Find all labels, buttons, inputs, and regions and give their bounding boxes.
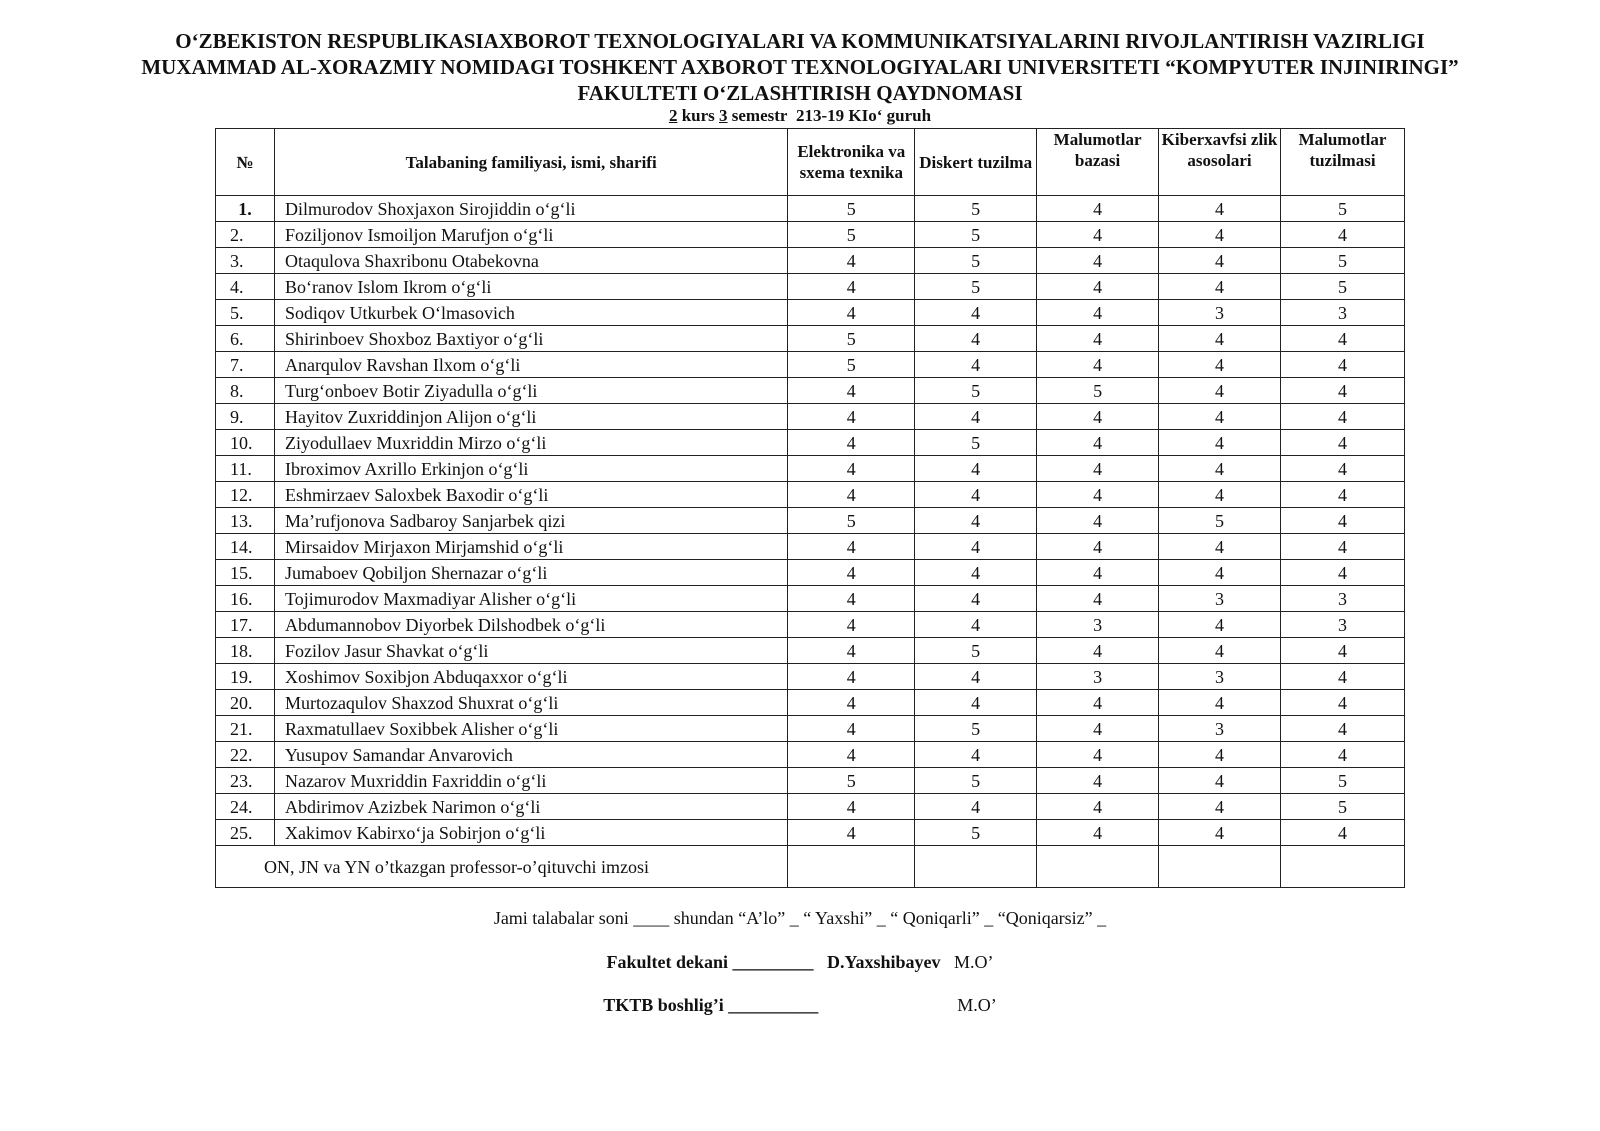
subject-header-electronics: Elektronika va sxema texnika bbox=[788, 129, 915, 196]
table-row bbox=[216, 248, 1405, 274]
signature-cell bbox=[915, 846, 1037, 888]
student-name: Eshmirzaev Saloxbek Baxodir o‘g‘li bbox=[274, 482, 787, 508]
sheet-title: FAKULTETI O‘ZLASHTIRISH QAYDNOMASI bbox=[577, 81, 1023, 105]
grade-cell: 4 bbox=[1159, 352, 1281, 378]
grade-cell: 4 bbox=[1159, 274, 1281, 300]
grade-cell: 4 bbox=[788, 456, 915, 482]
subject-header-cybersecurity: Kiberxavfsi zlik asosolari bbox=[1159, 129, 1281, 196]
grade-cell: 4 bbox=[1037, 742, 1159, 768]
grade-cell: 4 bbox=[915, 456, 1037, 482]
grade-cell: 5 bbox=[915, 430, 1037, 456]
course-label: kurs bbox=[681, 106, 715, 125]
student-name: Tojimurodov Maxmadiyar Alisher o‘g‘li bbox=[274, 586, 787, 612]
signature-label: ON, JN va YN o’tkazgan professor-o’qituvchi imzosi bbox=[216, 846, 788, 888]
table-row bbox=[216, 742, 1405, 768]
table-row bbox=[216, 326, 1405, 352]
grade-cell: 4 bbox=[915, 404, 1037, 430]
grade-cell: 5 bbox=[915, 222, 1037, 248]
grade-cell: 4 bbox=[1159, 456, 1281, 482]
student-name: Ziyodullaev Muxriddin Mirzo o‘g‘li bbox=[274, 430, 787, 456]
grade-cell: 4 bbox=[1281, 352, 1405, 378]
grade-cell: 4 bbox=[1281, 820, 1405, 846]
student-name: Xakimov Kabirxo‘ja Sobirjon o‘g‘li bbox=[274, 820, 787, 846]
grade-cell: 4 bbox=[1281, 378, 1405, 404]
grade-cell: 5 bbox=[915, 638, 1037, 664]
row-number: 8. bbox=[216, 378, 275, 404]
grade-cell: 4 bbox=[788, 274, 915, 300]
document-header bbox=[0, 28, 1600, 126]
table-row bbox=[216, 690, 1405, 716]
student-name: Raxmatullaev Soxibbek Alisher o‘g‘li bbox=[274, 716, 787, 742]
grade-cell: 4 bbox=[915, 664, 1037, 690]
grade-cell: 5 bbox=[915, 196, 1037, 222]
grade-cell: 4 bbox=[1037, 638, 1159, 664]
grade-cell: 5 bbox=[788, 326, 915, 352]
grade-cell: 4 bbox=[788, 690, 915, 716]
signature-cell bbox=[788, 846, 915, 888]
semester-label: semestr bbox=[731, 106, 788, 125]
row-number: 15. bbox=[216, 560, 275, 586]
grade-cell: 4 bbox=[1159, 196, 1281, 222]
table-row bbox=[216, 274, 1405, 300]
student-name: Otaqulova Shaxribonu Otabekovna bbox=[274, 248, 787, 274]
student-name: Hayitov Zuxriddinjon Alijon o‘g‘li bbox=[274, 404, 787, 430]
student-name: Mirsaidov Mirjaxon Mirjamshid o‘g‘li bbox=[274, 534, 787, 560]
grade-cell: 5 bbox=[915, 820, 1037, 846]
grade-cell: 4 bbox=[1281, 664, 1405, 690]
grade-cell: 4 bbox=[915, 326, 1037, 352]
table-row bbox=[216, 482, 1405, 508]
grade-cell: 4 bbox=[1037, 586, 1159, 612]
grade-cell: 5 bbox=[788, 352, 915, 378]
grade-cell: 4 bbox=[1037, 482, 1159, 508]
grade-cell: 4 bbox=[1037, 352, 1159, 378]
grades-table bbox=[215, 128, 1405, 888]
col-number-header: № bbox=[216, 129, 275, 196]
grade-cell: 4 bbox=[1281, 716, 1405, 742]
student-name: Turg‘onboev Botir Ziyadulla o‘g‘li bbox=[274, 378, 787, 404]
grade-cell: 3 bbox=[1281, 300, 1405, 326]
table-row bbox=[216, 378, 1405, 404]
grade-cell: 4 bbox=[1159, 638, 1281, 664]
grade-cell: 4 bbox=[1037, 404, 1159, 430]
grade-cell: 4 bbox=[1037, 716, 1159, 742]
student-name: Ibroximov Axrillo Erkinjon o‘g‘li bbox=[274, 456, 787, 482]
student-name: Jumaboev Qobiljon Shernazar o‘g‘li bbox=[274, 560, 787, 586]
grade-cell: 4 bbox=[788, 404, 915, 430]
row-number: 19. bbox=[216, 664, 275, 690]
grade-cell: 4 bbox=[788, 742, 915, 768]
grade-cell: 4 bbox=[1037, 794, 1159, 820]
grade-cell: 5 bbox=[788, 222, 915, 248]
grade-cell: 4 bbox=[1159, 248, 1281, 274]
grade-cell: 4 bbox=[1037, 456, 1159, 482]
student-name: Dilmurodov Shoxjaxon Sirojiddin o‘g‘li bbox=[274, 196, 787, 222]
dean-label: Fakultet dekani _________ bbox=[606, 952, 814, 972]
student-name: Ma’rufjonova Sadbaroy Sanjarbek qizi bbox=[274, 508, 787, 534]
grade-cell: 4 bbox=[788, 482, 915, 508]
grade-cell: 4 bbox=[915, 560, 1037, 586]
grade-cell: 4 bbox=[1159, 768, 1281, 794]
row-number: 3. bbox=[216, 248, 275, 274]
grade-cell: 3 bbox=[1037, 664, 1159, 690]
grade-cell: 4 bbox=[1037, 196, 1159, 222]
row-number: 2. bbox=[216, 222, 275, 248]
grade-cell: 3 bbox=[1159, 300, 1281, 326]
student-name: Abdumannobov Diyorbek Dilshodbek o‘g‘li bbox=[274, 612, 787, 638]
grade-cell: 3 bbox=[1159, 586, 1281, 612]
grade-cell: 5 bbox=[788, 196, 915, 222]
grade-cell: 4 bbox=[1037, 690, 1159, 716]
grade-cell: 4 bbox=[915, 482, 1037, 508]
grades-table-body bbox=[216, 196, 1405, 888]
grade-cell: 4 bbox=[915, 508, 1037, 534]
grade-cell: 4 bbox=[1281, 456, 1405, 482]
grade-cell: 4 bbox=[788, 820, 915, 846]
row-number: 5. bbox=[216, 300, 275, 326]
table-row bbox=[216, 612, 1405, 638]
grade-cell: 4 bbox=[1281, 482, 1405, 508]
grade-cell: 4 bbox=[788, 586, 915, 612]
grade-cell: 4 bbox=[915, 534, 1037, 560]
table-row bbox=[216, 794, 1405, 820]
grade-cell: 4 bbox=[915, 690, 1037, 716]
grade-cell: 4 bbox=[1159, 742, 1281, 768]
grade-cell: 5 bbox=[1281, 768, 1405, 794]
tktb-line bbox=[0, 995, 1600, 1016]
row-number: 21. bbox=[216, 716, 275, 742]
grade-cell: 4 bbox=[1281, 326, 1405, 352]
grade-cell: 4 bbox=[1159, 534, 1281, 560]
signature-cell bbox=[1281, 846, 1405, 888]
grade-cell: 4 bbox=[1037, 430, 1159, 456]
grade-cell: 4 bbox=[1281, 430, 1405, 456]
table-row bbox=[216, 352, 1405, 378]
grade-cell: 4 bbox=[788, 638, 915, 664]
row-number: 13. bbox=[216, 508, 275, 534]
grade-cell: 5 bbox=[915, 274, 1037, 300]
tktb-stamp-mark: M.O’ bbox=[957, 995, 997, 1015]
table-row bbox=[216, 638, 1405, 664]
grade-cell: 4 bbox=[1159, 560, 1281, 586]
row-number: 14. bbox=[216, 534, 275, 560]
subject-header-data-structures: Malumotlar tuzilmasi bbox=[1281, 129, 1405, 196]
grade-cell: 5 bbox=[1281, 794, 1405, 820]
grade-cell: 4 bbox=[1037, 274, 1159, 300]
student-name: Fozilov Jasur Shavkat o‘g‘li bbox=[274, 638, 787, 664]
table-row bbox=[216, 404, 1405, 430]
grade-cell: 5 bbox=[1281, 196, 1405, 222]
grade-cell: 3 bbox=[1281, 612, 1405, 638]
grade-cell: 5 bbox=[1281, 248, 1405, 274]
grade-cell: 4 bbox=[788, 612, 915, 638]
grade-cell: 4 bbox=[1159, 482, 1281, 508]
grade-cell: 4 bbox=[1159, 690, 1281, 716]
dean-line bbox=[0, 952, 1600, 973]
dean-stamp-mark: M.O’ bbox=[954, 952, 994, 972]
table-row bbox=[216, 300, 1405, 326]
table-row bbox=[216, 508, 1405, 534]
grade-cell: 4 bbox=[1159, 222, 1281, 248]
grade-cell: 4 bbox=[1159, 430, 1281, 456]
row-number: 17. bbox=[216, 612, 275, 638]
student-name: Foziljonov Ismoiljon Marufjon o‘g‘li bbox=[274, 222, 787, 248]
grade-cell: 4 bbox=[1037, 768, 1159, 794]
table-header-row bbox=[216, 129, 1405, 196]
row-number: 20. bbox=[216, 690, 275, 716]
grade-cell: 5 bbox=[1159, 508, 1281, 534]
grade-cell: 4 bbox=[788, 534, 915, 560]
table-row bbox=[216, 768, 1405, 794]
grade-cell: 4 bbox=[1037, 534, 1159, 560]
grade-cell: 5 bbox=[915, 378, 1037, 404]
grade-cell: 4 bbox=[1037, 222, 1159, 248]
grade-cell: 5 bbox=[788, 768, 915, 794]
grade-cell: 4 bbox=[915, 586, 1037, 612]
grade-cell: 5 bbox=[788, 508, 915, 534]
table-row bbox=[216, 560, 1405, 586]
grade-cell: 4 bbox=[788, 430, 915, 456]
summary-line: Jami talabalar soni ____ shundan “A’lo” _ “ Yaxshi” _ “ Qoniqarli” _ “Qoniqarsiz” _ bbox=[493, 908, 1107, 928]
table-row bbox=[216, 534, 1405, 560]
tktb-label: TKTB boshlig’i __________ bbox=[603, 995, 819, 1015]
grade-cell: 5 bbox=[1037, 378, 1159, 404]
row-number: 7. bbox=[216, 352, 275, 378]
table-row bbox=[216, 716, 1405, 742]
ministry-title: O‘ZBEKISTON RESPUBLIKASIAXBOROT TEXNOLOGIYALARI VA KOMMUNIKATSIYALARINI RIVOJLANTIRISH VAZIRLIGI bbox=[175, 29, 1425, 53]
grade-cell: 3 bbox=[1037, 612, 1159, 638]
grade-cell: 4 bbox=[915, 742, 1037, 768]
student-name: Murtozaqulov Shaxzod Shuxrat o‘g‘li bbox=[274, 690, 787, 716]
row-number: 12. bbox=[216, 482, 275, 508]
grade-cell: 4 bbox=[1037, 248, 1159, 274]
row-number: 1. bbox=[216, 196, 275, 222]
student-name: Bo‘ranov Islom Ikrom o‘g‘li bbox=[274, 274, 787, 300]
grade-cell: 4 bbox=[915, 612, 1037, 638]
grade-cell: 4 bbox=[788, 716, 915, 742]
student-name: Abdirimov Azizbek Narimon o‘g‘li bbox=[274, 794, 787, 820]
grade-cell: 4 bbox=[1281, 560, 1405, 586]
row-number: 18. bbox=[216, 638, 275, 664]
signature-cell bbox=[1159, 846, 1281, 888]
grade-cell: 5 bbox=[915, 248, 1037, 274]
student-name: Nazarov Muxriddin Faxriddin o‘g‘li bbox=[274, 768, 787, 794]
grade-cell: 4 bbox=[1281, 742, 1405, 768]
grade-cell: 4 bbox=[1037, 560, 1159, 586]
grade-cell: 3 bbox=[1159, 664, 1281, 690]
grade-cell: 4 bbox=[1281, 222, 1405, 248]
row-number: 11. bbox=[216, 456, 275, 482]
grade-cell: 4 bbox=[788, 300, 915, 326]
grade-cell: 4 bbox=[1159, 404, 1281, 430]
grade-cell: 5 bbox=[915, 768, 1037, 794]
group-label: 213-19 KIo‘ guruh bbox=[795, 106, 932, 125]
table-row bbox=[216, 456, 1405, 482]
signature-cell bbox=[1037, 846, 1159, 888]
grade-cell: 4 bbox=[788, 248, 915, 274]
grade-cell: 4 bbox=[788, 794, 915, 820]
row-number: 25. bbox=[216, 820, 275, 846]
table-row bbox=[216, 586, 1405, 612]
grade-cell: 4 bbox=[915, 794, 1037, 820]
university-title: MUXAMMAD AL-XORAZMIY NOMIDAGI TOSHKENT AXBOROT TEXNOLOGIYALARI UNIVERSITETI “KOMPYUTER INJINIRINGI” bbox=[141, 55, 1459, 79]
subject-header-databases: Malumotlar bazasi bbox=[1037, 129, 1159, 196]
grade-cell: 4 bbox=[1159, 794, 1281, 820]
row-number: 9. bbox=[216, 404, 275, 430]
grade-cell: 4 bbox=[1037, 820, 1159, 846]
row-number: 22. bbox=[216, 742, 275, 768]
grade-cell: 4 bbox=[1159, 326, 1281, 352]
student-name: Anarqulov Ravshan Ilxom o‘g‘li bbox=[274, 352, 787, 378]
table-row bbox=[216, 196, 1405, 222]
grade-cell: 4 bbox=[788, 378, 915, 404]
course-number: 2 bbox=[668, 106, 678, 125]
grade-cell: 5 bbox=[1281, 274, 1405, 300]
grade-cell: 4 bbox=[1037, 300, 1159, 326]
row-number: 24. bbox=[216, 794, 275, 820]
grade-cell: 4 bbox=[788, 560, 915, 586]
row-number: 10. bbox=[216, 430, 275, 456]
row-number: 16. bbox=[216, 586, 275, 612]
semester-number: 3 bbox=[719, 106, 728, 125]
grade-cell: 4 bbox=[915, 352, 1037, 378]
grade-cell: 4 bbox=[1281, 508, 1405, 534]
student-name: Yusupov Samandar Anvarovich bbox=[274, 742, 787, 768]
row-number: 4. bbox=[216, 274, 275, 300]
grade-cell: 3 bbox=[1159, 716, 1281, 742]
subject-header-discrete: Diskert tuzilma bbox=[915, 129, 1037, 196]
grade-cell: 4 bbox=[1281, 690, 1405, 716]
row-number: 6. bbox=[216, 326, 275, 352]
grade-cell: 4 bbox=[1281, 638, 1405, 664]
table-row bbox=[216, 664, 1405, 690]
grade-cell: 3 bbox=[1281, 586, 1405, 612]
student-name: Shirinboev Shoxboz Baxtiyor o‘g‘li bbox=[274, 326, 787, 352]
dean-name: D.Yaxshibayev bbox=[827, 952, 941, 972]
grade-cell: 4 bbox=[1037, 508, 1159, 534]
grade-cell: 4 bbox=[1159, 378, 1281, 404]
grade-cell: 4 bbox=[1037, 326, 1159, 352]
table-row bbox=[216, 820, 1405, 846]
student-name: Xoshimov Soxibjon Abduqaxxor o‘g‘li bbox=[274, 664, 787, 690]
signature-row bbox=[216, 846, 1405, 888]
grade-cell: 4 bbox=[1159, 820, 1281, 846]
table-row bbox=[216, 430, 1405, 456]
grade-cell: 4 bbox=[915, 300, 1037, 326]
table-row bbox=[216, 222, 1405, 248]
grade-cell: 4 bbox=[1159, 612, 1281, 638]
grade-cell: 4 bbox=[788, 664, 915, 690]
student-name: Sodiqov Utkurbek O‘lmasovich bbox=[274, 300, 787, 326]
grade-cell: 4 bbox=[1281, 404, 1405, 430]
row-number: 23. bbox=[216, 768, 275, 794]
group-info bbox=[0, 106, 1600, 126]
col-name-header: Talabaning familiyasi, ismi, sharifi bbox=[274, 129, 787, 196]
grade-cell: 4 bbox=[1281, 534, 1405, 560]
grade-cell: 5 bbox=[915, 716, 1037, 742]
